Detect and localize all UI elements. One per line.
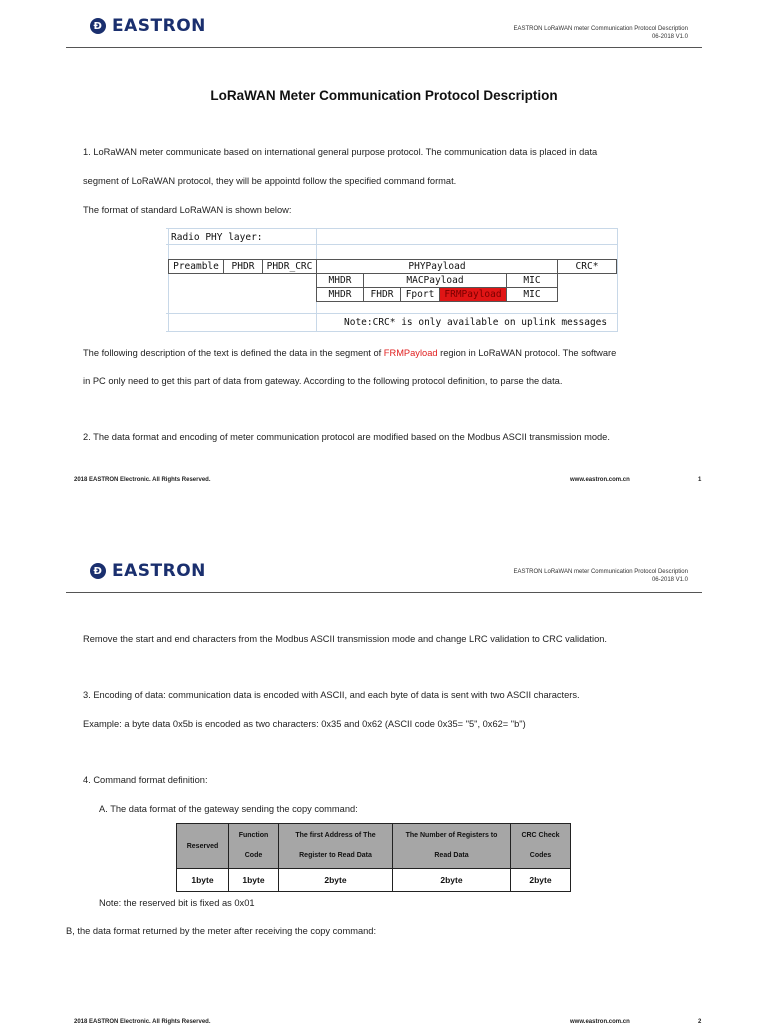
paragraph: 2. The data format and encoding of meter communication protocol are modified based on the Modbus ASCII transmission mode. [83,432,610,442]
paragraph: in PC only need to get this part of data from gateway. According to the following protocol definition, to parse the data. [83,376,563,386]
footer-copyright: 2018 EASTRON Electronic. All Rights Reserved. [74,1019,211,1025]
table-header: Reserved [177,824,229,869]
brand-name: EASTRON [112,16,206,36]
page-title: LoRaWAN Meter Communication Protocol Description [210,88,558,103]
header-doc-info [513,568,688,584]
eastron-logo-icon: Ð [90,18,106,34]
header-doc-version: 06-2018 V1.0 [651,34,688,40]
paragraph: 3. Encoding of data: communication data is encoded with ASCII, and each byte of data is sent with two ASCII characters. [83,690,580,700]
header-divider [66,592,702,593]
mhdr-cell: MHDR [316,273,364,288]
paragraph: Example: a byte data 0x5b is encoded as two characters: 0x35 and 0x62 (ASCII code 0x35= "5", 0x62= "b") [83,719,526,729]
mhdr-cell: MHDR [316,287,364,302]
phdr-crc-cell: PHDR_CRC [262,259,317,274]
eastron-logo-icon: Ð [90,563,106,579]
mic-cell: MIC [506,287,558,302]
table-cell: 2byte [511,869,571,892]
table-header: CRC Check Codes [511,824,571,869]
crc-note: Note:CRC* is only available on uplink messages [344,317,608,328]
frmpayload-highlight: FRMPayload [383,348,438,358]
page-number: 2 [698,1019,702,1025]
mic-cell: MIC [506,273,558,288]
header-doc-title: EASTRON LoRaWAN meter Communication Protocol Description [513,569,688,575]
table-cell: 2byte [279,869,393,892]
table-header: The first Address of The Register to Read Data [279,824,393,869]
page-number: 1 [698,477,702,483]
header-doc-version: 06-2018 V1.0 [651,577,688,583]
table-header: The Number of Registers to Read Data [393,824,511,869]
footer-url: www.eastron.com.cn [570,477,630,483]
paragraph: Remove the start and end characters from the Modbus ASCII transmission mode and change LRC validation to CRC validation. [83,634,607,644]
table-cell: 1byte [177,869,229,892]
text-span: The following description of the text is defined the data in the segment of [83,348,384,358]
phdr-cell: PHDR [223,259,263,274]
brand-name: EASTRON [112,561,206,581]
text-span: region in LoRaWAN protocol. The software [437,348,617,358]
lorawan-format-figure [166,228,618,332]
paragraph: 4. Command format definition: [83,775,208,785]
table-cell: 2byte [393,869,511,892]
fport-cell: Fport [400,287,440,302]
footer-copyright: 2018 EASTRON Electronic. All Rights Reserved. [74,477,211,483]
preamble-cell: Preamble [168,259,224,274]
table-cell: 1byte [229,869,279,892]
command-format-table [176,823,571,892]
fhdr-cell: FHDR [363,287,401,302]
header-divider [66,47,702,48]
paragraph: 1. LoRaWAN meter communicate based on international general purpose protocol. The communication data is placed in data [83,147,598,157]
table-header: Function Code [229,824,279,869]
eastron-logo [90,561,206,581]
paragraph: segment of LoRaWAN protocol, they will be appointd follow the specified command format. [83,176,457,186]
footer-url: www.eastron.com.cn [570,1019,630,1025]
paragraph: The format of standard LoRaWAN is shown below: [83,205,292,215]
paragraph: A. The data format of the gateway sending the copy command: [99,804,358,814]
crc-cell: CRC* [557,259,617,274]
radio-phy-label: Radio PHY layer: [171,232,263,243]
table-note: Note: the reserved bit is fixed as 0x01 [99,898,255,908]
macpayload-cell: MACPayload [363,273,507,288]
phypayload-cell: PHYPayload [316,259,558,274]
paragraph [83,348,616,358]
table-row [177,869,571,892]
frmpayload-cell: FRMPayload [439,287,507,302]
header-doc-info [513,25,688,41]
header-doc-title: EASTRON LoRaWAN meter Communication Protocol Description [513,26,688,32]
paragraph: B, the data format returned by the meter after receiving the copy command: [66,926,377,936]
eastron-logo [90,16,206,36]
table-header-row [177,824,571,869]
